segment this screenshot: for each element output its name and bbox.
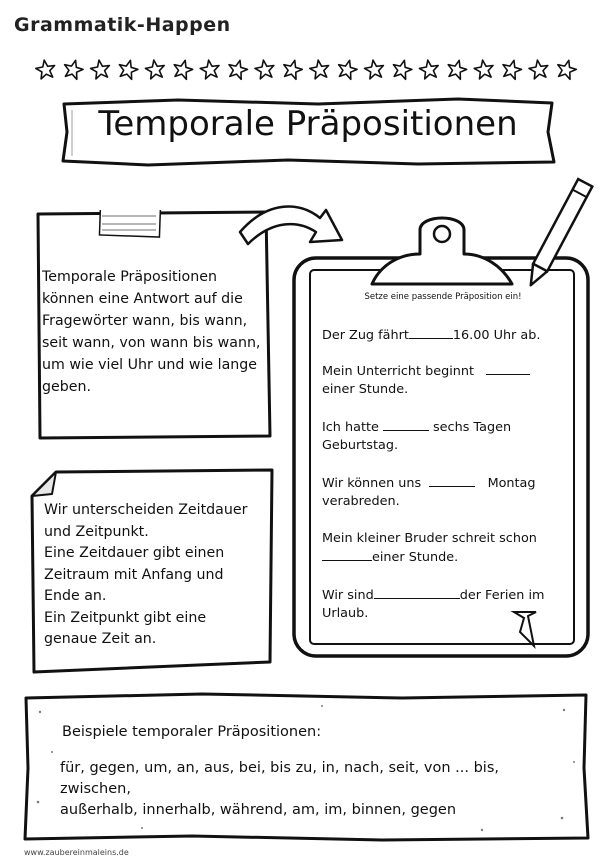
star-icon xyxy=(419,60,438,79)
page-title: Temporale Präpositionen xyxy=(98,104,518,144)
star-icon xyxy=(393,60,412,79)
exercise-item-4: Wir können uns Montag verabreden. xyxy=(322,476,536,509)
info-note-2-text: Wir unterscheiden Zeitdauer und Zeitpunkt. Eine Zeitdauer gibt einen Zeitraum mit Anfang und Ende an. Ein Zeitpunkt gibt eine genaue Zeit an. xyxy=(44,502,248,647)
star-icon xyxy=(36,60,55,79)
star-icon xyxy=(91,60,110,79)
star-icon xyxy=(448,60,467,79)
blank-input-3[interactable] xyxy=(383,418,429,431)
star-icon xyxy=(284,60,303,79)
examples-list: für, gegen, um, an, aus, bei, bis zu, in, nach, seit, von ... bis, zwischen, außerhalb, innerhalb, während, am, im, binnen, gegen xyxy=(60,760,499,818)
star-icon xyxy=(255,60,274,79)
exercise-item-5: Mein kleiner Bruder schreit schon einer Stunde. xyxy=(322,531,537,565)
star-icon xyxy=(339,60,358,79)
exercise-instruction: Setze eine passende Präposition ein! xyxy=(364,292,522,302)
blank-input-1[interactable] xyxy=(409,326,453,339)
star-border-decoration xyxy=(32,56,580,84)
blank-input-6[interactable] xyxy=(374,586,460,599)
exercise-item-3: Ich hatte sechs Tagen Geburtstag. xyxy=(322,420,512,453)
blank-input-2[interactable] xyxy=(486,362,530,375)
info-note-1-text: Temporale Präpositionen können eine Antwort auf die Fragewörter wann, bis wann, seit wann, von wann bis wann, um wie viel Uhr und wie lange geben. xyxy=(42,269,261,395)
star-icon xyxy=(174,60,193,79)
star-icon xyxy=(119,60,137,79)
exercise-item-2: Mein Unterricht beginnt einer Stunde. xyxy=(322,362,558,399)
blank-input-5[interactable] xyxy=(322,548,372,561)
star-icon xyxy=(558,60,577,79)
star-icon xyxy=(145,60,164,79)
star-icon xyxy=(529,60,548,79)
examples-heading: Beispiele temporaler Präpositionen: xyxy=(62,724,322,740)
star-icon xyxy=(474,60,493,79)
star-icon xyxy=(200,60,219,79)
blank-input-4[interactable] xyxy=(429,474,475,487)
star-icon xyxy=(65,60,84,79)
exercise-item-1: Der Zug fährt 16.00 Uhr ab. xyxy=(322,328,541,343)
worksheet-series-title: Grammatik-Happen xyxy=(14,14,231,36)
footer-url: www.zaubereinmaleins.de xyxy=(24,848,129,857)
exercise-item-6: Wir sind der Ferien im Urlaub. xyxy=(322,588,545,621)
star-icon xyxy=(229,60,248,79)
star-icon xyxy=(365,60,384,79)
star-icon xyxy=(310,60,329,79)
star-icon xyxy=(503,60,522,79)
